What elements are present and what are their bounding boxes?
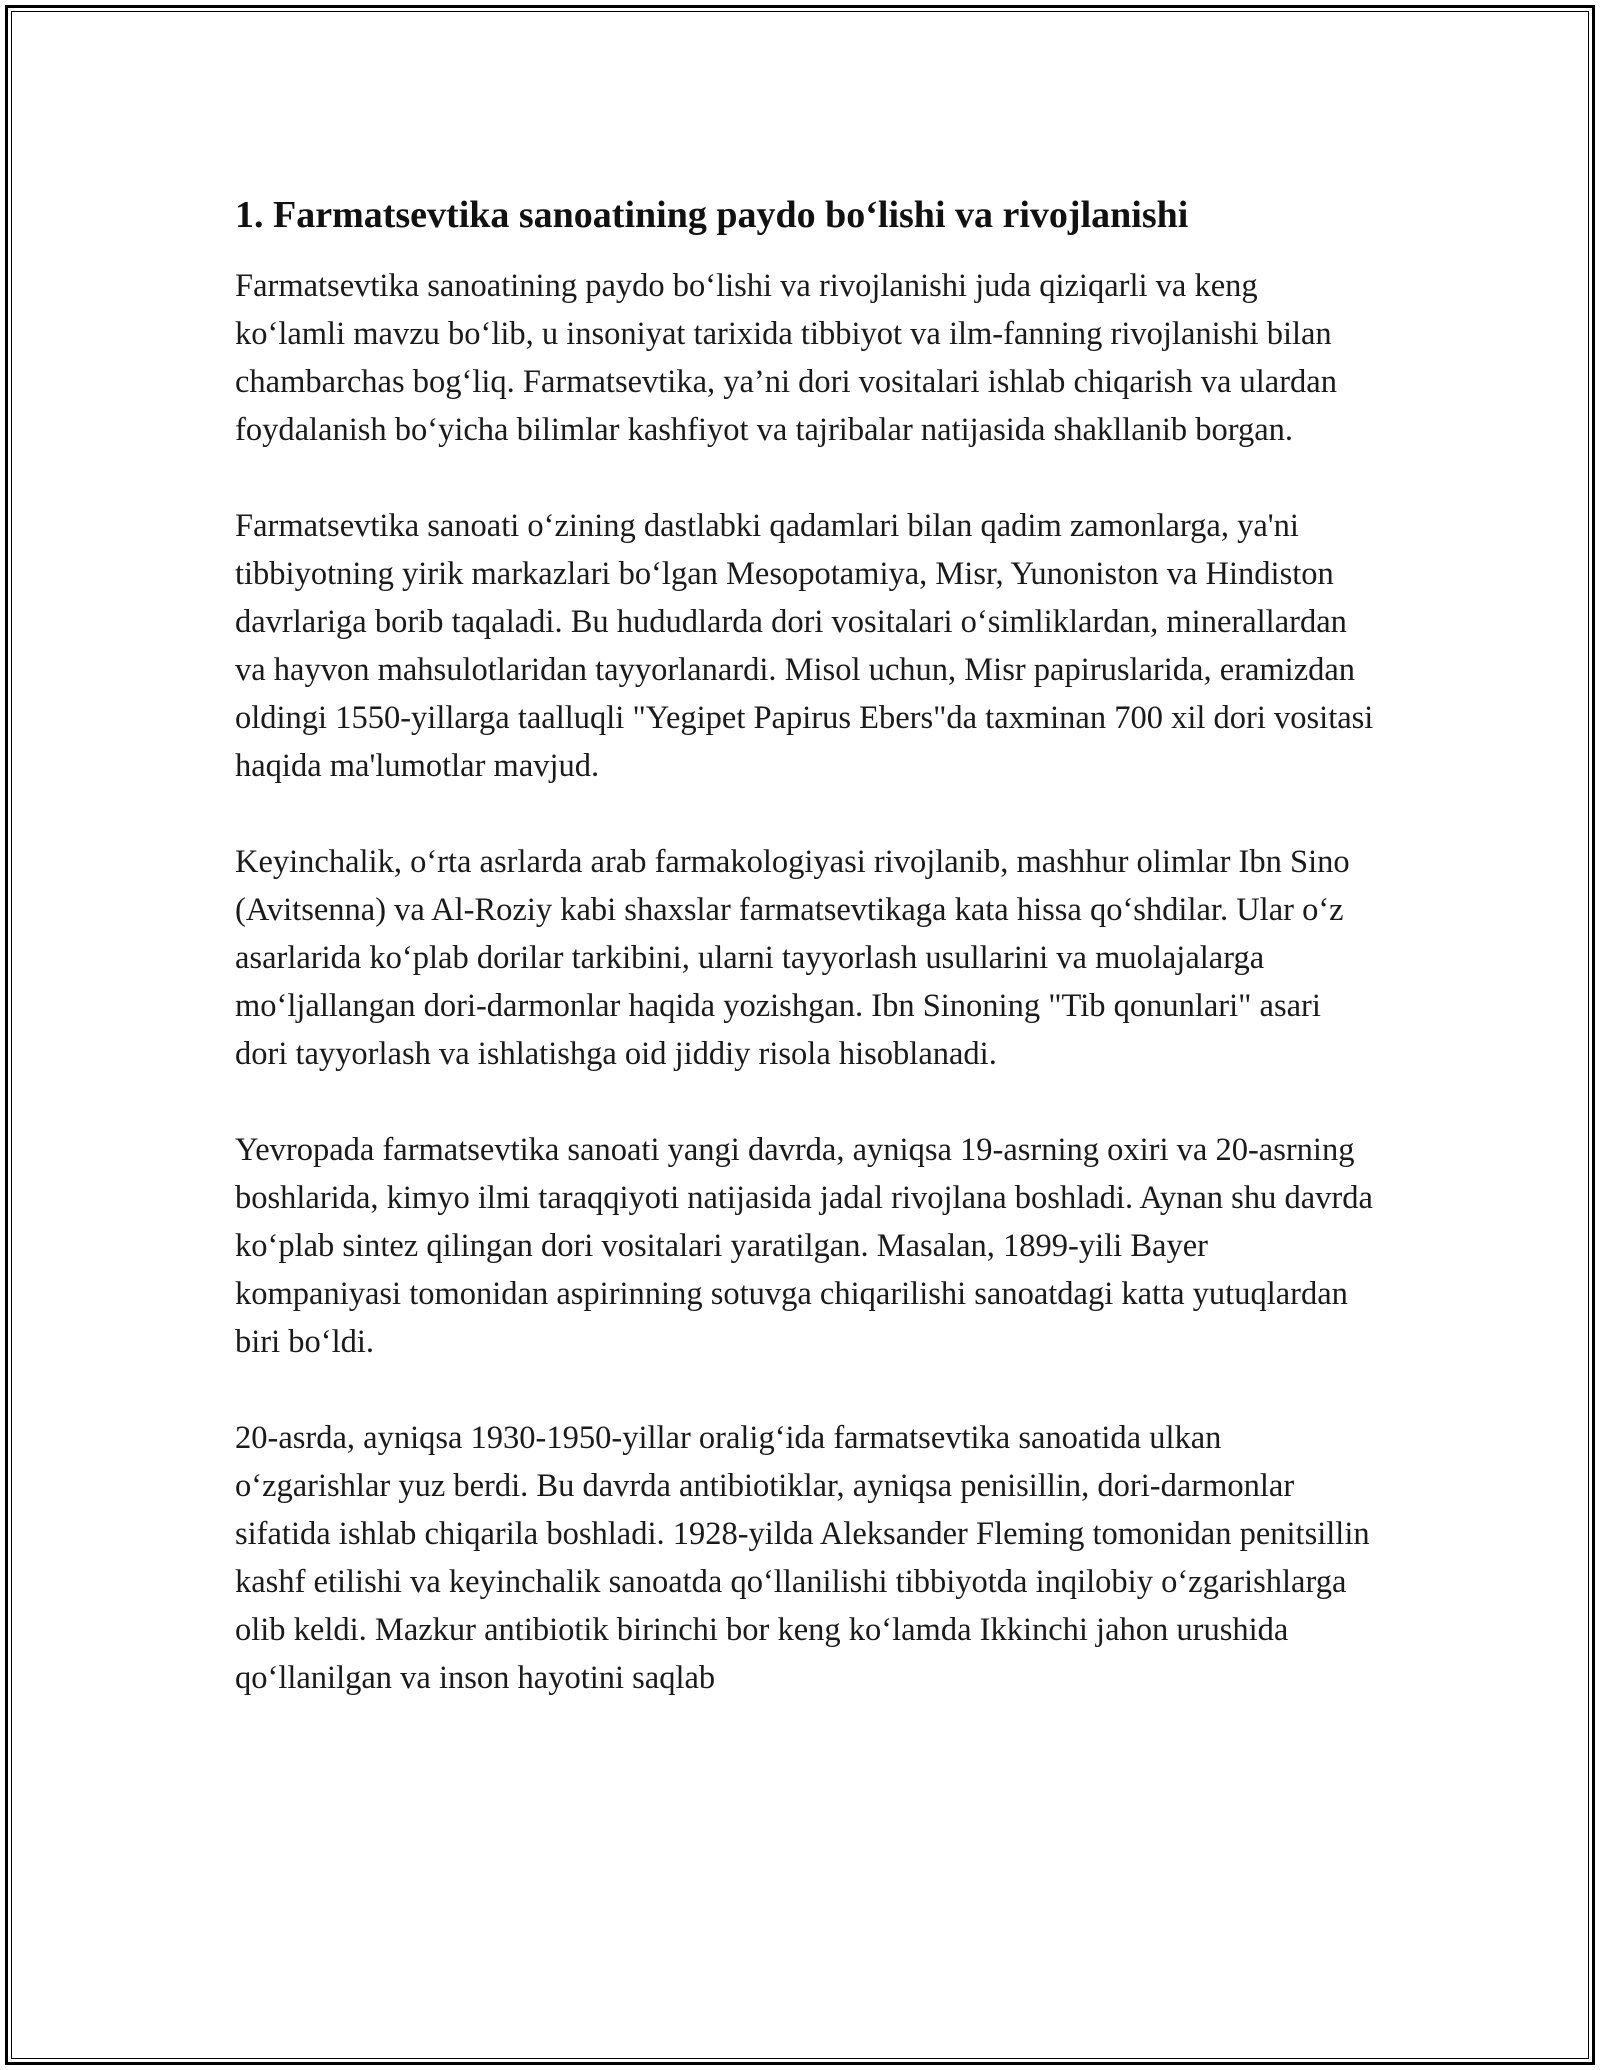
- document-body: [235, 190, 1375, 1750]
- paragraph-20th-century: 20-asrda, ayniqsa 1930-1950-yillar oralig‘ida farmatsevtika sanoatida ulkan o‘zgarishlar yuz berdi. Bu davrda antibiotiklar, ayniqsa penisillin, dori-darmonlar sifatida ishlab chiqarila boshladi. 1928-yilda Aleksander Fleming tomonidan penitsillin kashf etilishi va keyinchalik sanoatda qo‘llanilishi tibbiyotda inqilobiy o‘zgarishlarga olib keldi. Mazkur antibiotik birinchi bor keng ko‘lamda Ikkinchi jahon urushida qo‘llanilgan va inson hayotini saqlab: [235, 1420, 1370, 1696]
- paragraph-middle-ages: Keyinchalik, o‘rta asrlarda arab farmakologiyasi rivojlanib, mashhur olimlar Ibn Sino (Avitsenna) va Al-Roziy kabi shaxslar farmatsevtikaga kata hissa qo‘shdilar. Ular o‘z asarlarida ko‘plab dorilar tarkibini, ularni tayyorlash usullarini va muolajalarga mo‘ljallangan dori-darmonlar haqida yozishgan. Ibn Sinoning "Tib qonunlari" asari dori tayyorlash va ishlatishga oid jiddiy risola hisoblanadi.: [235, 844, 1350, 1072]
- paragraph-intro: Farmatsevtika sanoatining paydo bo‘lishi va rivojlanishi juda qiziqarli va keng ko‘lamli mavzu bo‘lib, u insoniyat tarixida tibbiyot va ilm-fanning rivojlanishi bilan chambarchas bog‘liq. Farmatsevtika, ya’ni dori vositalari ishlab chiqarish va ulardan foydalanish bo‘yicha bilimlar kashfiyot va tajribalar natijasida shakllanib borgan.: [235, 268, 1337, 448]
- paragraph-europe: Yevropada farmatsevtika sanoati yangi davrda, ayniqsa 19-asrning oxiri va 20-asrning boshlarida, kimyo ilmi taraqqiyoti natijasida jadal rivojlana boshladi. Aynan shu davrda ko‘plab sintez qilingan dori vositalari yaratilgan. Masalan, 1899-yili Bayer kompaniyasi tomonidan aspirinning sotuvga chiqarilishi sanoatdagi katta yutuqlardan biri bo‘ldi.: [235, 1132, 1373, 1360]
- paragraph-ancient-times: Farmatsevtika sanoati o‘zining dastlabki qadamlari bilan qadim zamonlarga, ya'ni tibbiyotning yirik markazlari bo‘lgan Mesopotamiya, Misr, Yunoniston va Hindiston davrlariga borib taqaladi. Bu hududlarda dori vositalari o‘simliklardan, minerallardan va hayvon mahsulotlaridan tayyorlanardi. Misol uchun, Misr papiruslarida, eramizdan oldingi 1550-yillarga taalluqli "Yegipet Papirus Ebers"da taxminan 700 xil dori vositasi haqida ma'lumotlar mavjud.: [235, 508, 1374, 784]
- section-title: 1. Farmatsevtika sanoatining paydo bo‘lishi va rivojlanishi: [235, 194, 1189, 236]
